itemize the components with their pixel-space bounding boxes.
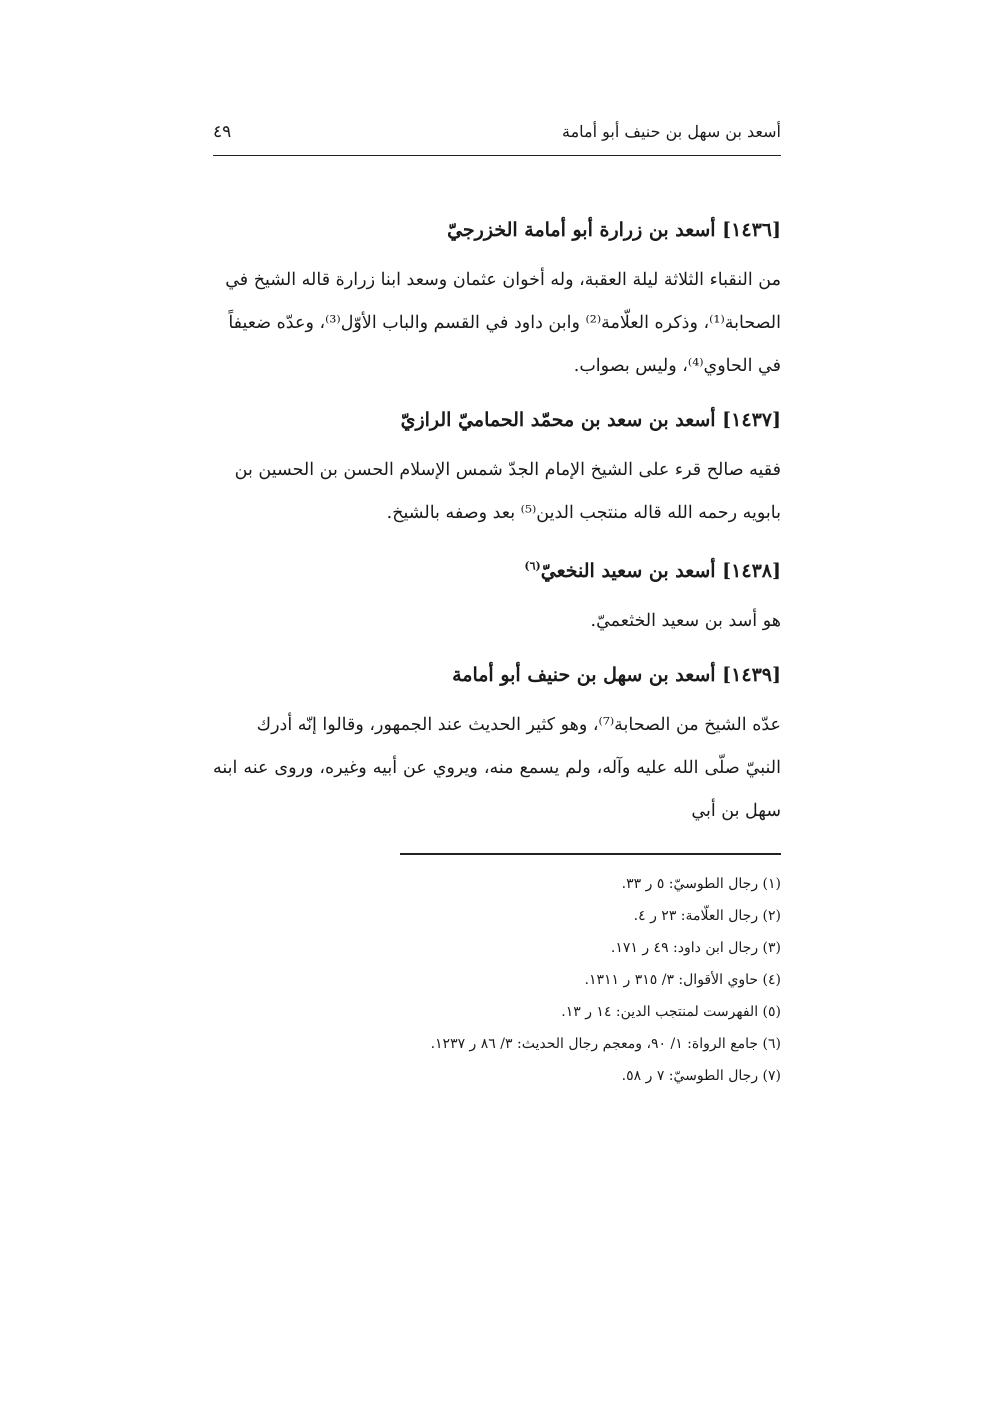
entry-1439 bbox=[213, 660, 781, 833]
entry-body-line: هو أسد بن سعيد الخثعميّ. bbox=[590, 611, 781, 631]
footnote: (٦) جامع الرواة: ١/ ٩٠، ومعجم رجال الحديث: ٣/ ٨٦ ر ١٢٣٧. bbox=[430, 1036, 781, 1052]
entry-body-line: في الحاوي⁽⁴⁾، وليس بصواب. bbox=[573, 356, 781, 376]
entry-1438 bbox=[213, 556, 781, 643]
header-rule bbox=[213, 155, 781, 156]
entry-heading: [١٤٣٧] أسعد بن سعد بن محمّد الحماميّ الرازيّ bbox=[400, 409, 781, 431]
entry-heading: [١٤٣٩] أسعد بن سهل بن حنيف أبو أمامة bbox=[452, 664, 781, 686]
footnote-rule bbox=[400, 853, 781, 855]
footnote: (١) رجال الطوسيّ: ٥ ر ٣٣. bbox=[621, 876, 781, 892]
entry-body-line: من النقباء الثلاثة ليلة العقبة، وله أخوان عثمان وسعد ابنا زرارة قاله الشيخ في bbox=[225, 270, 781, 290]
footnote: (٥) الفهرست لمنتجب الدين: ١٤ ر ١٣. bbox=[561, 1004, 781, 1020]
entry-body-line: فقيه صالح قرء على الشيخ الإمام الجدّ شمس الإسلام الحسن بن الحسين بن bbox=[234, 460, 781, 480]
entry-1436 bbox=[213, 215, 781, 388]
page bbox=[213, 0, 781, 1403]
entry-body-line: النبيّ صلّى الله عليه وآله، ولم يسمع منه، ويروي عن أبيه وغيره، وروى عنه ابنه سهل بن أبي bbox=[213, 758, 781, 821]
entry-heading bbox=[213, 556, 781, 586]
page-header bbox=[213, 118, 781, 158]
footnote: (٢) رجال العلّامة: ٢٣ ر ٤. bbox=[633, 908, 781, 924]
footnote-ref: (٦) bbox=[524, 559, 541, 573]
entry-body-line: عدّه الشيخ من الصحابة⁽⁷⁾، وهو كثير الحديث عند الجمهور، وقالوا إنّه أدرك bbox=[256, 715, 781, 735]
entry-heading-text: [١٤٣٨] أسعد بن سعيد النخعيّ bbox=[540, 560, 781, 582]
running-title: أسعد بن سهل بن حنيف أبو أمامة bbox=[562, 122, 781, 141]
footnote: (٤) حاوي الأقوال: ٣/ ٣١٥ ر ١٣١١. bbox=[584, 972, 781, 988]
entry-heading: [١٤٣٦] أسعد بن زرارة أبو أمامة الخزرجيّ bbox=[447, 219, 781, 241]
footnotes bbox=[213, 868, 781, 1092]
entry-1437 bbox=[213, 405, 781, 535]
entry-body-line: الصحابة⁽¹⁾، وذكره العلّامة⁽²⁾ وابن داود في القسم والباب الأوّل⁽³⁾، وعدّه ضعيفاً bbox=[228, 313, 781, 333]
footnote: (٧) رجال الطوسيّ: ٧ ر ٥٨. bbox=[621, 1068, 781, 1084]
footnote: (٣) رجال ابن داود: ٤٩ ر ١٧١. bbox=[610, 940, 781, 956]
page-number: ٤٩ bbox=[213, 122, 232, 142]
entry-body-line: بابويه رحمه الله قاله منتجب الدين⁽⁵⁾ بعد وصفه بالشيخ. bbox=[386, 503, 781, 523]
